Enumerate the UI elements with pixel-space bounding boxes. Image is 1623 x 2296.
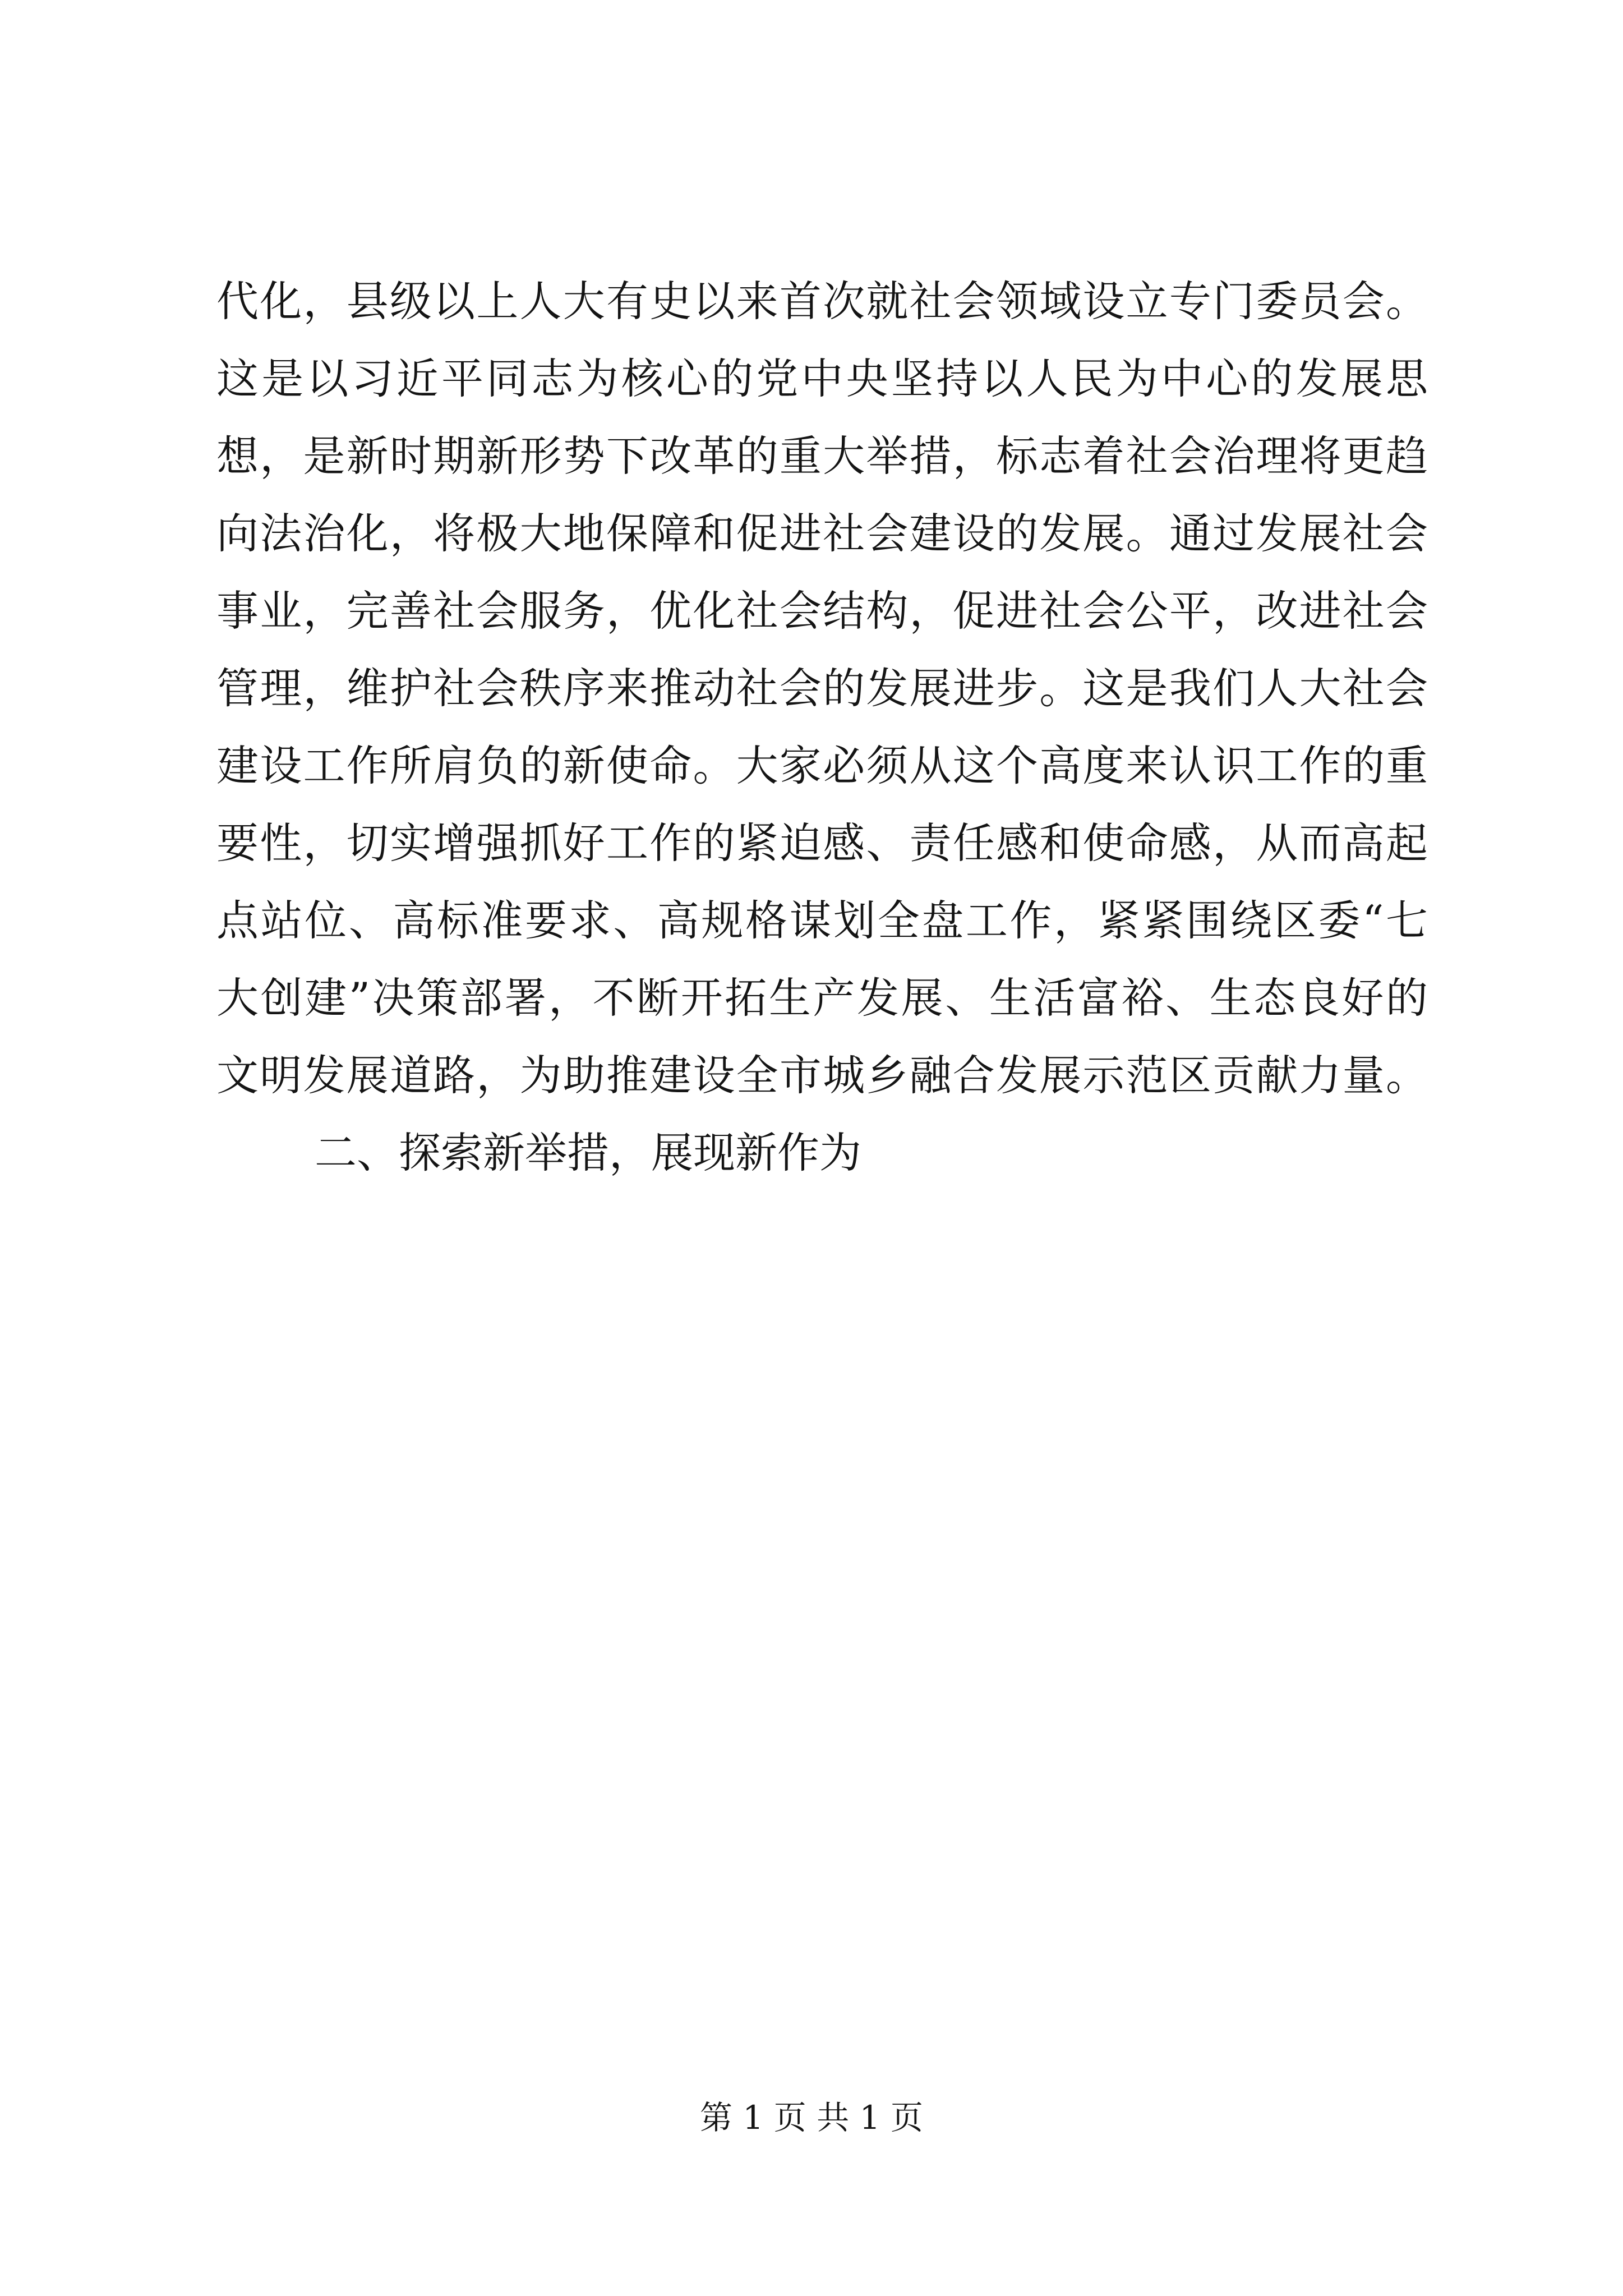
paragraph-line: 建设工作所肩负的新使命。大家必须从这个高度来认识工作的重 xyxy=(216,741,1428,790)
paragraph-line: 向法治化，将极大地保障和促进社会建设的发展。通过发展社会 xyxy=(216,509,1428,558)
paragraph-line: 大创建”决策部署，不断开拓生产发展、生活富裕、生态良好的 xyxy=(216,973,1428,1023)
paragraph-line: 文明发展道路，为助推建设全市城乡融合发展示范区贡献力量。 xyxy=(216,1051,1428,1100)
body-text xyxy=(216,263,1428,1191)
paragraph-line: 点站位、高标准要求、高规格谋划全盘工作，紧紧围绕区委“七 xyxy=(216,896,1428,945)
paragraph-line: 管理，维护社会秩序来推动社会的发展进步。这是我们人大社会 xyxy=(216,664,1428,713)
paragraph-line: 代化，县级以上人大有史以来首次就社会领域设立专门委员会。 xyxy=(216,277,1428,326)
page-footer: 第 1 页 共 1 页 xyxy=(700,2099,923,2137)
paragraph-line: 事业，完善社会服务，优化社会结构，促进社会公平，改进社会 xyxy=(216,586,1428,636)
paragraph-line: 这是以习近平同志为核心的党中央坚持以人民为中心的发展思 xyxy=(216,354,1428,403)
section-heading: 二、探索新举措，展现新作为 xyxy=(315,1128,862,1177)
paragraph-line: 想，是新时期新形势下改革的重大举措，标志着社会治理将更趋 xyxy=(216,431,1428,481)
paragraph-line: 要性，切实增强抓好工作的紧迫感、责任感和使命感，从而高起 xyxy=(216,818,1428,868)
